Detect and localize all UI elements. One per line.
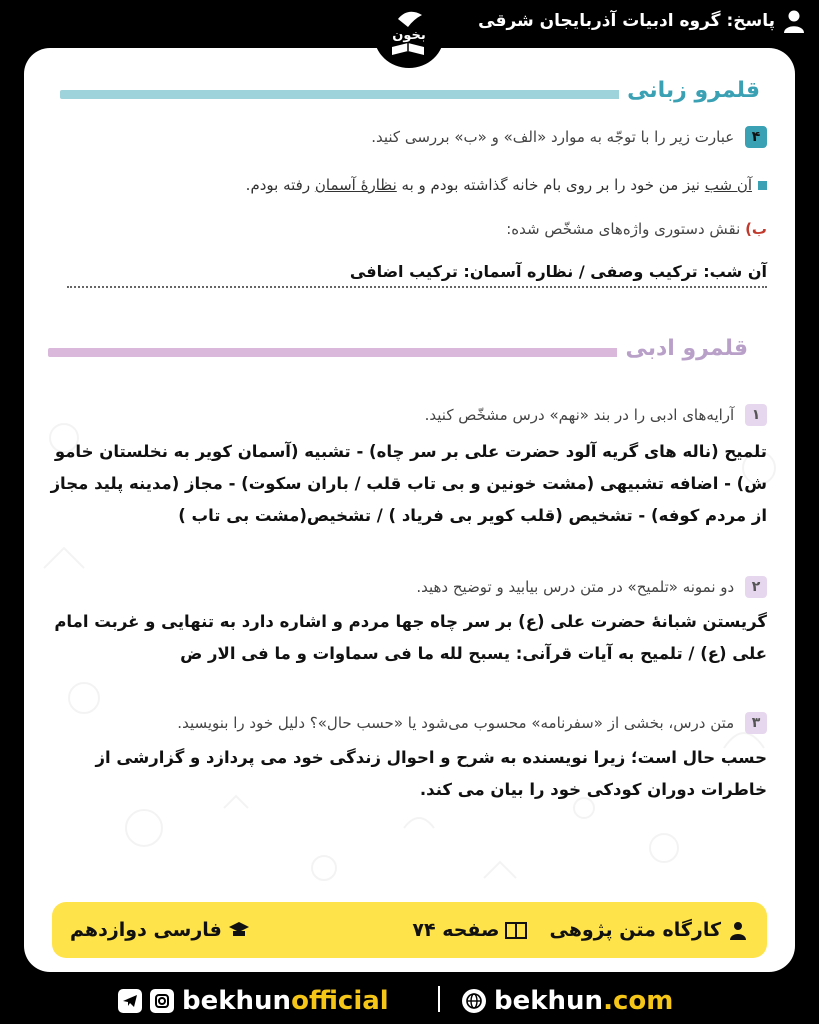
bullet-square-icon [758, 181, 767, 190]
instagram-icon[interactable] [150, 989, 174, 1013]
user-icon [783, 9, 805, 33]
question-1 [37, 404, 767, 426]
handle-suffix: official [291, 986, 389, 1016]
question-4-b [67, 220, 767, 238]
site-prefix: bekhun [494, 986, 604, 1016]
question-number: ۴ [745, 126, 767, 148]
telegram-icon[interactable] [118, 989, 142, 1013]
teacher-icon [727, 920, 749, 940]
question-number: ۲ [745, 576, 767, 598]
workshop-label: کارگاه متن پژوهی [549, 919, 749, 941]
logo-text: بخون [392, 28, 426, 43]
handle-prefix: bekhun [182, 986, 292, 1016]
footer-left-group [412, 919, 749, 941]
content-card [24, 48, 795, 972]
credit-text: پاسخ: گروه ادبیات آذربایجان شرقی [478, 11, 775, 31]
question-4 [67, 126, 767, 148]
question-4-sentence [67, 176, 767, 194]
website-link[interactable] [462, 986, 673, 1016]
question-text: عبارت زیر را با توجّه به موارد «الف» و «ب» بررسی کنید. [371, 128, 735, 146]
book-label: فارسی دوازدهم [70, 919, 250, 941]
question-2 [37, 576, 767, 598]
part-b-label: ب) [745, 220, 767, 238]
graduation-cap-icon [228, 920, 250, 940]
logo-icon [378, 5, 440, 65]
open-book-icon [505, 920, 527, 940]
bottom-bar [0, 972, 819, 1024]
part-b-text: نقش دستوری واژه‌های مشخّص شده: [506, 220, 741, 238]
highlight-an-shab: آن شب [704, 176, 752, 194]
question-number: ۱ [745, 404, 767, 426]
sentence-middle: نیز من خود را بر روی بام خانه گذاشته بودم و به [396, 176, 705, 194]
divider [438, 986, 440, 1012]
highlight-nezare-aseman: نظارۀ آسمان [314, 176, 397, 194]
section-header-language [60, 78, 760, 112]
section-header-literary [48, 336, 748, 370]
section-title: قلمرو ادبی [617, 336, 748, 361]
question-text: آرایه‌های ادبی را در بند «نهم» درس مشخّص کنید. [424, 406, 735, 424]
globe-icon [462, 989, 486, 1013]
question-3-answer: حسب حال است؛ زیرا نویسنده به شرح و احوال زندگی خود می پردازد و گزارشی از خاطرات دوران کودکی خود را بیان می کند. [95, 748, 767, 799]
question-4-answer: آن شب: ترکیب وصفی / نظاره آسمان: ترکیب اضافی [67, 258, 767, 288]
question-3 [37, 712, 767, 734]
section-title: قلمرو زبانی [619, 78, 760, 103]
question-2-answer: گریستن شبانۀ حضرت علی (ع) بر سر چاه جها مردم و اشاره دارد به تنهایی و غربت امام علی (ع) / تلمیح به آیات قرآنی: یسبح لله ما فی سماوات و ما فی الار ض [54, 612, 767, 663]
site-suffix: .com [603, 986, 674, 1016]
footer-bar [52, 902, 767, 958]
question-number: ۳ [745, 712, 767, 734]
brand-logo [374, 2, 444, 68]
answer-credit [478, 6, 805, 36]
social-handle[interactable] [118, 986, 389, 1016]
question-text: متن درس، بخشی از «سفرنامه» محسوب می‌شود یا «حسب حال»؟ دلیل خود را بنویسید. [177, 714, 735, 732]
question-text: دو نمونه «تلمیح» در متن درس بیابید و توضیح دهید. [416, 578, 735, 596]
question-1-answer: تلمیح (ناله های گریه آلود حضرت علی بر سر چاه) - تشبیه (آسمان کویر به نخلستان خامو ش) - اضافه تشبیهی (مشت خونین و بی تاب قلب / باران سکوت) - مجاز (مدینه پلید مجاز از مردم کوفه) - تشخیص (قلب کویر بی فریاد ) / تشخیص(مشت بی تاب ) [50, 442, 767, 525]
sentence-end: رفته بودم. [245, 176, 315, 194]
page-label: صفحه ۷۴ [412, 919, 527, 941]
